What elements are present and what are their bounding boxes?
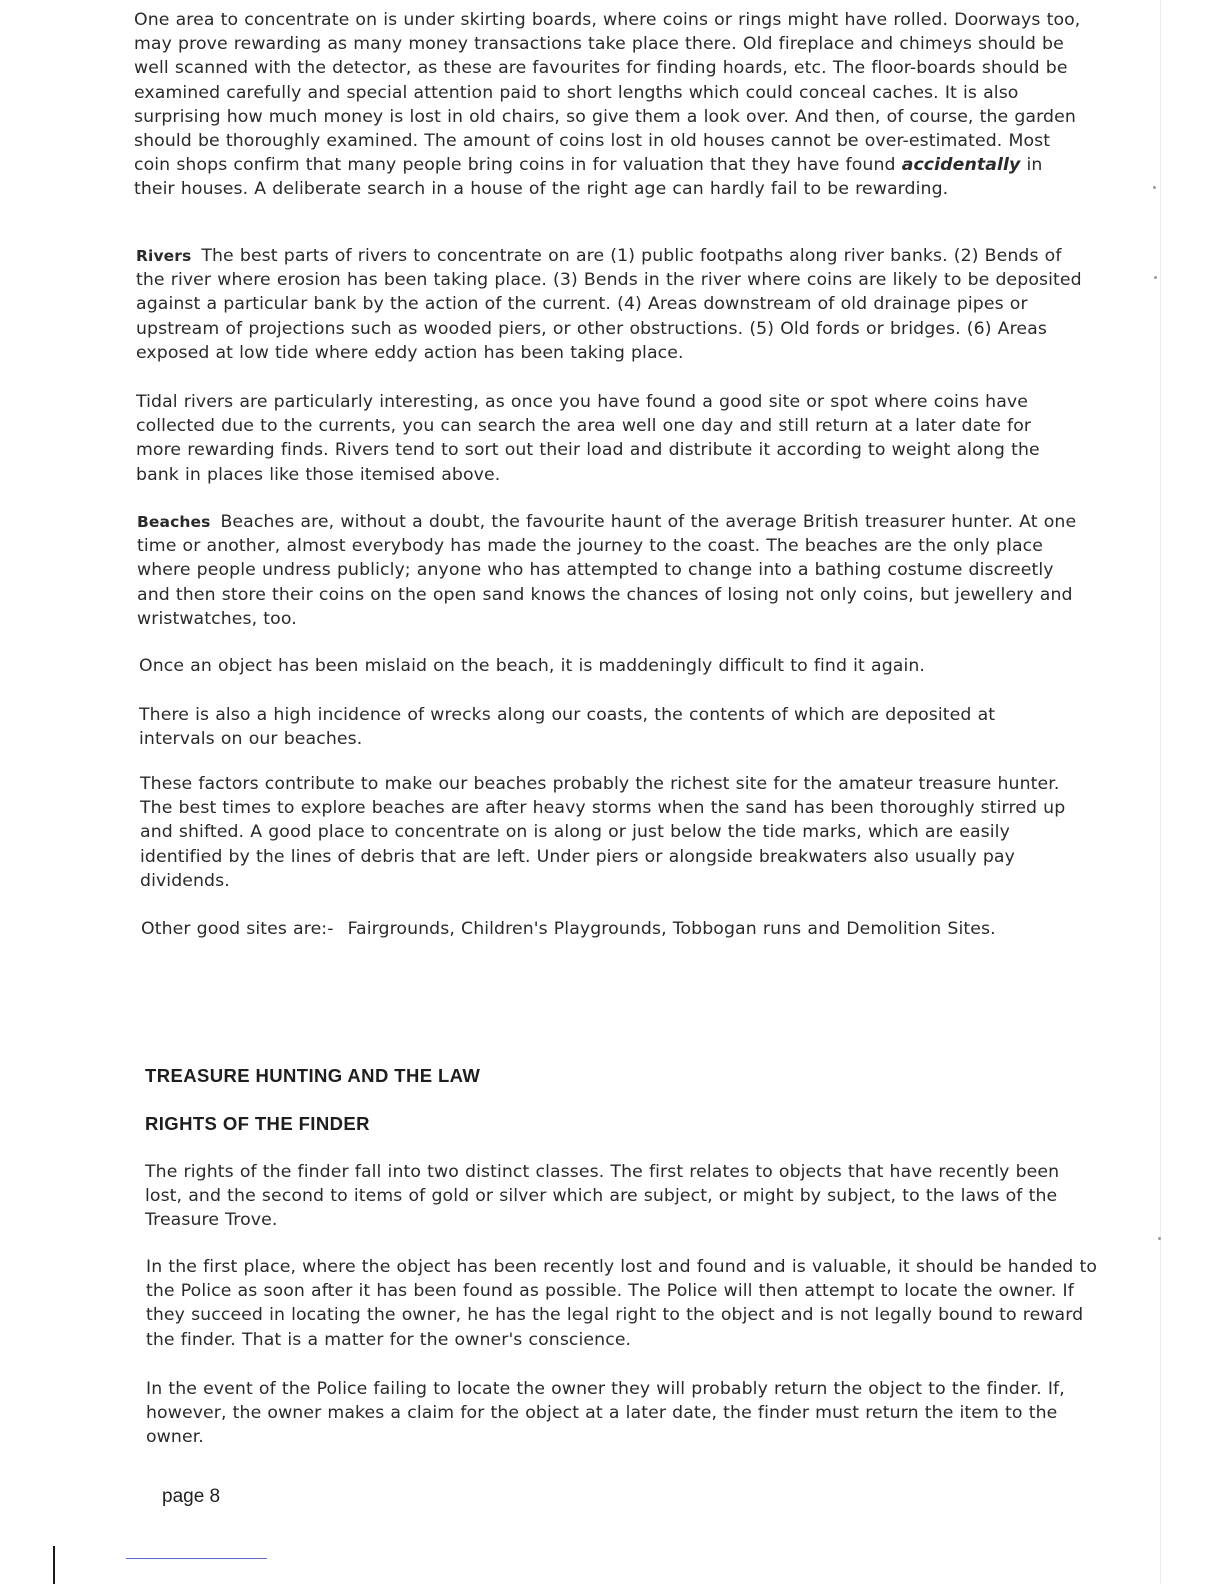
paragraph-old-houses (134, 8, 1082, 202)
paragraph-police-fail: In the event of the Police failing to locate the owner they will probably return the object to the finder. If, however, the owner makes a claim for the object at a later date, the finder must return the item to the owner. (146, 1379, 1065, 1448)
rivers-heading: Rivers (136, 247, 192, 265)
crop-mark (53, 1546, 55, 1584)
other-sites-label: Other good sites are:- (141, 919, 334, 939)
beaches-text: Beaches are, without a doubt, the favourite haunt of the average British treasurer hunter. At one time or another, almost everybody has made the journey to the coast. The beaches are the only place where people undress publicly; anyone who has attempted to change into a bathing costume discreetly and then store their coins on the open sand knows the chances of losing not only coins, but jewellery and wristwatches, too. (137, 512, 1077, 629)
paragraph-mislaid: Once an object has been mislaid on the beach, it is maddeningly difficult to find it again. (139, 656, 926, 676)
paragraph-factors: These factors contribute to make our beaches probably the richest site for the amateur treasure hunter. The best times to explore beaches are after heavy storms when the sand has been thoroughly stirred up and shifted. A good place to concentrate on is along or just below the tide marks, which are easily identified by the lines of debris that are left. Under piers or alongside breakwaters also usually pay dividends. (140, 774, 1066, 891)
paragraph-wrecks: There is also a high incidence of wrecks along our coasts, the contents of which are deposited at intervals on our beaches. (139, 705, 996, 750)
page-number: page 8 (162, 1486, 221, 1507)
paragraph-other-sites (141, 917, 1086, 941)
beaches-heading: Beaches (137, 513, 211, 531)
paragraph-first-place: In the first place, where the object has been recently lost and found and is valuable, it should be handed to the Police as soon after it has been found as possible. The Police will then attempt to locate the owner. If they succeed in locating the owner, he has the legal right to the object and is not legally bound to reward the finder. That is a matter for the owner's conscience. (146, 1257, 1098, 1350)
paragraph-rivers (136, 244, 1086, 365)
scan-edge-line (1160, 0, 1161, 1584)
rivers-text: The best parts of rivers to concentrate on are (1) public footpaths along river banks. (2) Bends of the river where erosion has been taking place. (3) Bends in the river where coins are likely to be deposited against a particular bank by the action of the current. (4) Areas downstream of old drainage pipes or upstream of projections such as wooded piers, or other obstructions. (5) Old fords or bridges. (6) Areas exposed at low tide where eddy action has been taking place. (136, 246, 1082, 363)
paragraph-finder-classes: The rights of the finder fall into two distinct classes. The first relates to objects that have recently been lost, and the second to items of gold or silver which are subject, or might by subject, to the laws of the Treasure Trove. (145, 1162, 1060, 1231)
scan-speck (1158, 1237, 1161, 1240)
section-title: TREASURE HUNTING AND THE LAW (145, 1065, 481, 1086)
other-sites-list: Fairgrounds, Children's Playgrounds, Tobbogan runs and Demolition Sites. (347, 919, 996, 939)
emphasis-accidentally: accidentally (901, 155, 1021, 176)
scan-speck (1154, 276, 1157, 279)
section-subtitle: RIGHTS OF THE FINDER (145, 1113, 370, 1134)
paragraph-old-houses-tail: in their houses. A deliberate search in a house of the right age can hardly fail to be rewarding. (134, 155, 1043, 200)
paragraph-tidal-rivers: Tidal rivers are particularly interesting, as once you have found a good site or spot where coins have collected due to the currents, you can search the area well one day and still return at a later date for more rewarding finds. Rivers tend to sort out their load and distribute it according to weight along the bank in places like those itemised above. (136, 392, 1040, 485)
paragraph-beaches (137, 510, 1082, 631)
scan-speck (1153, 186, 1156, 189)
paragraph-old-houses-text: One area to concentrate on is under skirting boards, where coins or rings might have rolled. Doorways too, may prove rewarding as many money transactions take place there. Old fireplace and chimeys should be well scanned with the detector, as these are favourites for finding hoards, etc. The floor-boards should be examined carefully and special attention paid to short lengths which could conceal caches. It is also surprising how much money is lost in old chairs, so give them a look over. And then, of course, the garden should be thoroughly examined. The amount of coins lost in old houses cannot be over-estimated. Most coin shops confirm that many people bring coins in for valuation that they have found (134, 10, 1081, 176)
footnote-rule (126, 1558, 267, 1559)
